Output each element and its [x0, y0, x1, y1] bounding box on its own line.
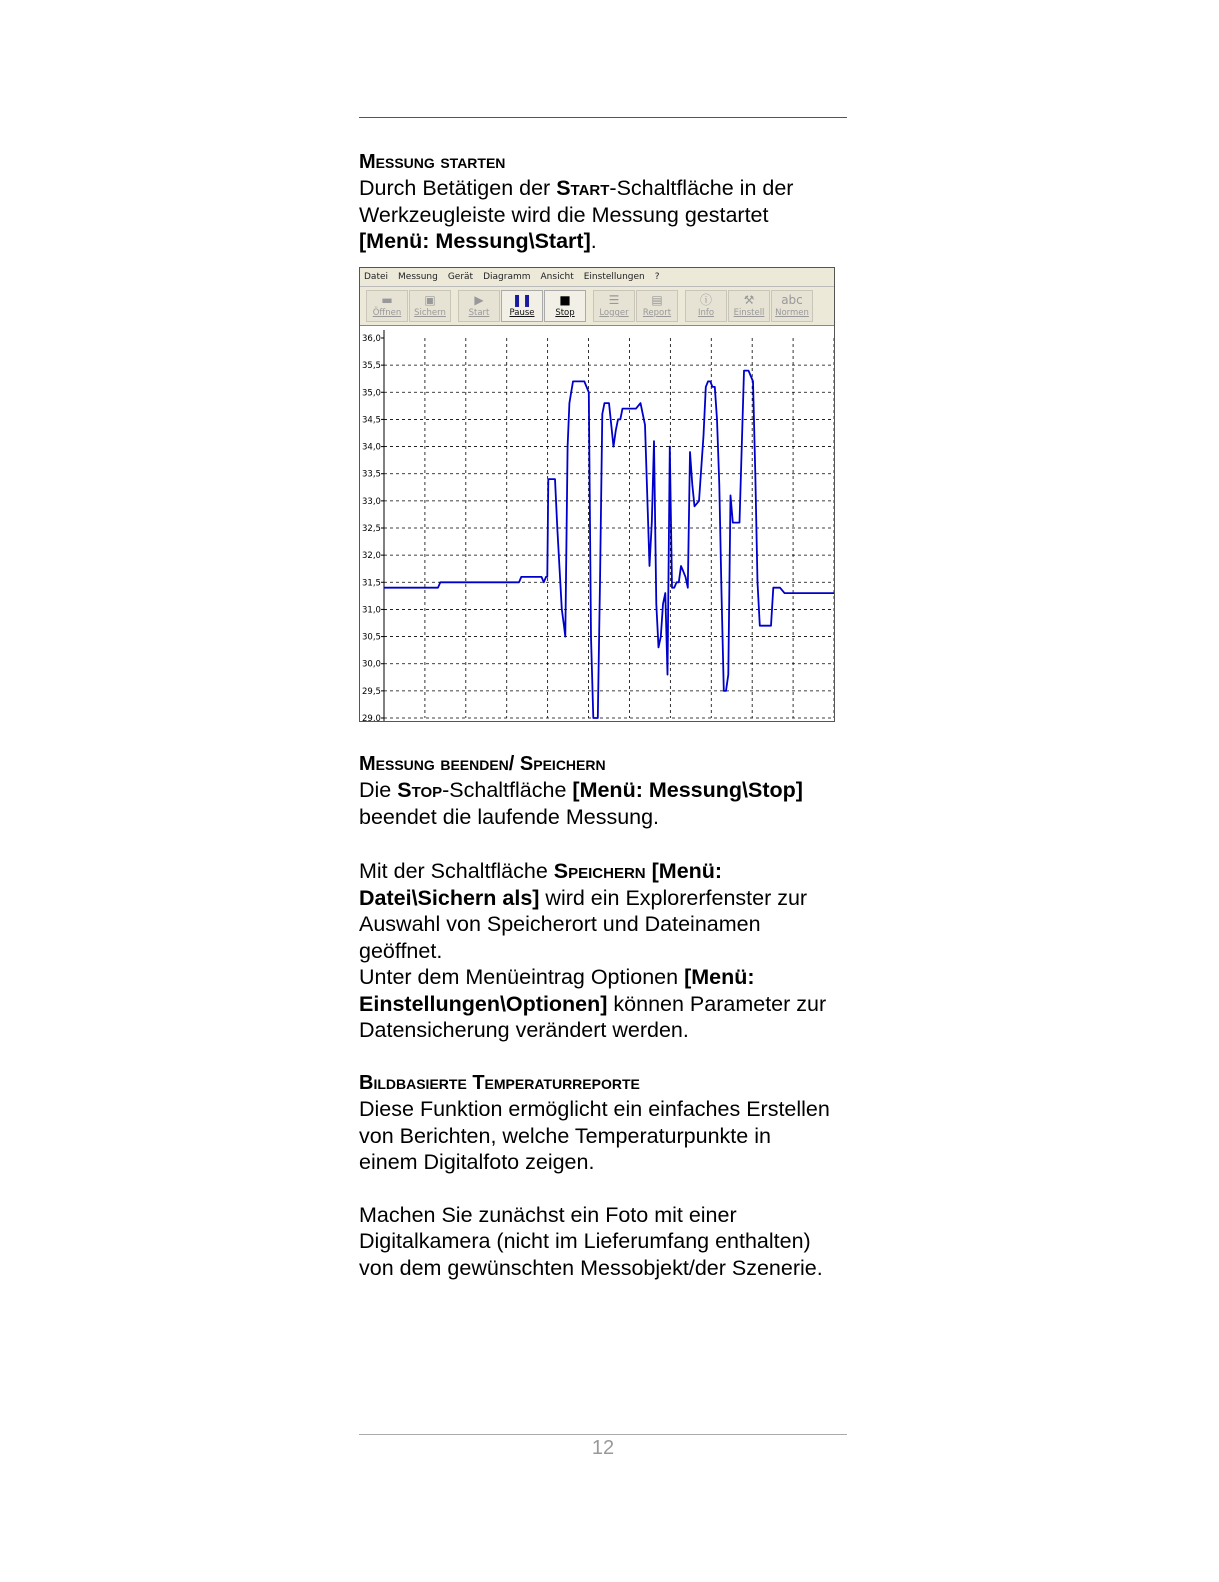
toolbar-button-label: Pause [509, 308, 535, 318]
y-tick-label: 29,5 [362, 686, 381, 697]
stop-term: Stop [397, 778, 443, 802]
sichern-button[interactable] [409, 290, 451, 322]
menu-bar [360, 268, 834, 287]
header-rule [359, 117, 847, 118]
info-icon: ⓘ [699, 293, 712, 307]
menu-item-einstellungen[interactable]: Einstellungen [583, 272, 645, 282]
section-heading: Messung starten [359, 151, 506, 173]
y-tick-label: 34,5 [362, 415, 381, 426]
save-icon: ▣ [424, 293, 436, 307]
menu-item-?[interactable]: ? [654, 272, 660, 282]
section-heading: Bildbasierte Temperaturreporte [359, 1072, 640, 1094]
menu-path: [Menü: Messung\Start] [359, 229, 591, 253]
toolbar-button-label: Öffnen [372, 308, 402, 318]
logger-button[interactable] [593, 290, 635, 322]
text: -Schaltfläche in der Werkzeugleiste wird die Messung gestartet [359, 176, 794, 227]
tools-icon: ⚒ [743, 293, 755, 307]
section-paragraph [359, 964, 839, 1044]
report-button[interactable] [636, 290, 678, 322]
toolbar-button-label: Report [642, 308, 672, 318]
toolbar-button-label: Normen [775, 308, 809, 318]
section-messung-beenden [359, 751, 859, 830]
stop-icon: ■ [559, 293, 571, 307]
text: beendet die laufende Messung. [359, 804, 660, 829]
app-screenshot [359, 267, 835, 722]
menu-path: [Menü: Messung\Stop] [572, 778, 803, 802]
menu-item-ansicht[interactable]: Ansicht [540, 272, 574, 282]
temperature-chart [360, 326, 834, 721]
start-term: Start [556, 176, 610, 200]
pause-button[interactable] [501, 290, 543, 322]
stop-button[interactable] [544, 290, 586, 322]
toolbar [360, 287, 834, 326]
text: Mit der Schaltfläche [359, 859, 554, 883]
info-button[interactable] [685, 290, 727, 322]
normen-icon: abc [781, 293, 803, 307]
pause-icon: ❚❚ [511, 293, 533, 307]
start-button[interactable] [458, 290, 500, 322]
y-tick-label: 31,5 [362, 578, 381, 589]
section-messung-starten [359, 149, 859, 255]
y-tick-label: 33,0 [362, 496, 381, 507]
y-tick-label: 31,0 [362, 605, 381, 616]
text: Durch Betätigen der [359, 176, 557, 200]
menu-path: [Menü: Einstellungen\Optionen] [359, 965, 755, 1016]
y-tick-label: 29,0 [362, 714, 381, 721]
chart-area [360, 326, 834, 721]
y-tick-label: 33,5 [362, 469, 381, 480]
ffnen-button[interactable] [366, 290, 408, 322]
series-line [384, 371, 834, 718]
menu-item-datei[interactable]: Datei [364, 272, 389, 282]
toolbar-button-label: Einstell [733, 308, 765, 318]
y-tick-label: 32,5 [362, 524, 381, 534]
speichern-term: Speichern [553, 859, 646, 883]
y-tick-label: 30,0 [362, 659, 381, 670]
menu-item-diagramm[interactable]: Diagramm [483, 272, 531, 282]
einstell-button[interactable] [728, 290, 770, 322]
text: Unter dem Menüeintrag Optionen [359, 965, 685, 989]
toolbar-button-label: Sichern [414, 308, 446, 318]
section-paragraph: Machen Sie zunächst ein Foto mit einer Digitalkamera (nicht im Lieferumfang enthalten) von dem gewünschten Messobjekt/der Szenerie. [359, 1202, 823, 1280]
toolbar-button-label: Start [468, 308, 490, 318]
section-bildbasierte-reporte [359, 1070, 859, 1281]
y-tick-label: 34,0 [362, 442, 381, 453]
y-tick-label: 32,0 [362, 551, 381, 562]
text: -Schaltfläche [442, 778, 573, 802]
text: Die [359, 778, 398, 802]
text: . [590, 229, 597, 253]
menu-path: [Menü: Datei\Sichern als] [359, 859, 723, 910]
text: wird ein Explorerfenster zur Auswahl von Speicherort und Dateinamen geöffnet. [359, 885, 808, 963]
y-tick-label: 35,0 [362, 388, 381, 399]
section-paragraph [359, 777, 844, 830]
toolbar-button-label: Logger [599, 308, 629, 318]
y-tick-label: 35,5 [362, 361, 381, 372]
y-tick-label: 30,5 [362, 632, 381, 643]
report-icon: ▤ [651, 293, 663, 307]
menu-item-gert[interactable]: Gerät [447, 272, 474, 282]
footer-rule [359, 1434, 847, 1435]
section-paragraph: Diese Funktion ermöglicht ein einfaches Erstellen von Berichten, welche Temperaturpunkte in einem Digitalfoto zeigen. [359, 1097, 830, 1174]
page-number: 12 [591, 1437, 615, 1459]
play-icon: ▶ [474, 293, 484, 307]
normen-button[interactable] [771, 290, 813, 322]
section-speichern [359, 858, 859, 1044]
y-tick-label: 36,0 [362, 334, 381, 344]
toolbar-button-label: Info [697, 308, 715, 318]
open-icon: ▬ [381, 293, 393, 307]
menu-item-messung[interactable]: Messung [398, 272, 438, 282]
section-heading: Messung beenden/ Speichern [359, 753, 606, 775]
section-paragraph [359, 858, 844, 964]
section-paragraph [359, 175, 839, 255]
toolbar-button-label: Stop [555, 308, 575, 318]
logger-icon: ☰ [608, 293, 620, 307]
text: können Parameter zur Datensicherung verändert werden. [359, 991, 827, 1042]
